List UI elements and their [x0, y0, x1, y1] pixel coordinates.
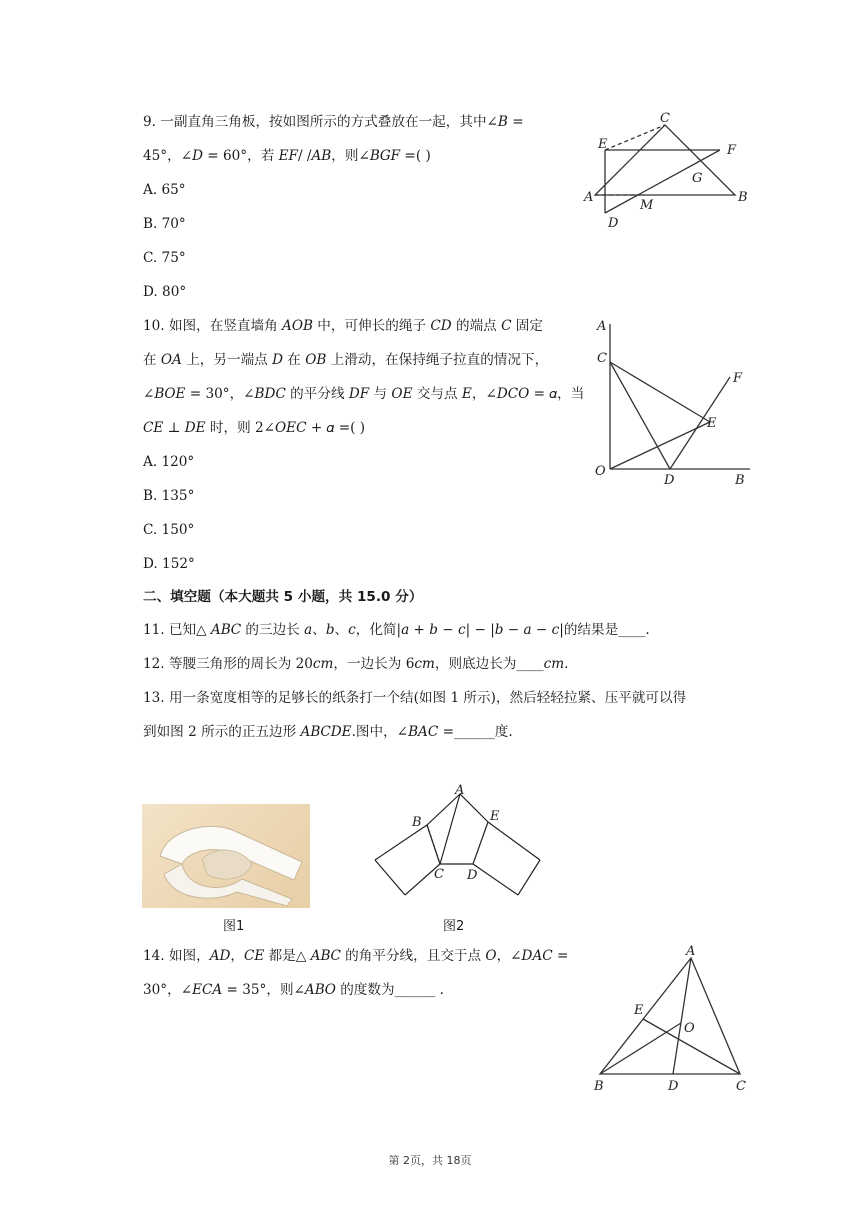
- q10-label-b: B: [735, 473, 745, 488]
- q9-label-m: M: [640, 198, 654, 213]
- q9-option-b: B. 70°: [143, 216, 186, 232]
- q10-line4: 𝐶𝐸 ⊥ 𝐷𝐸 时，则 2∠𝑂𝐸𝐶 + 𝛼 =( ): [143, 420, 366, 436]
- q13-label-c: C: [434, 867, 444, 882]
- q13-label-a: A: [455, 783, 465, 798]
- q10-line1: 10. 如图，在竖直墙角 𝐴𝑂𝐵 中，可伸长的绳子 𝐶𝐷 的端点 𝐶 固定: [143, 318, 543, 334]
- q10-line3: ∠𝐵𝑂𝐸 = 30°，∠𝐵𝐷𝐶 的平分线 𝐷𝐹 与 𝑂𝐸 交与点 𝐸，∠𝐷𝐶𝑂 = 𝛼，当: [143, 386, 585, 402]
- q14-label-c: C: [736, 1079, 746, 1094]
- q13-line1: 13. 用一条宽度相等的足够长的纸条打一个结(如图 1 所示)，然后轻轻拉紧、压平就可以得: [143, 690, 687, 706]
- page-footer: 第 2页，共 18页: [388, 1154, 472, 1167]
- q9-label-b: B: [738, 190, 748, 205]
- q10-option-a: A. 120°: [143, 454, 195, 470]
- q10-label-e: E: [707, 416, 717, 431]
- q9-label-c: C: [660, 111, 670, 126]
- q9-label-a: A: [584, 190, 594, 205]
- q9-option-d: D. 80°: [143, 284, 187, 300]
- q9-option-c: C. 75°: [143, 250, 186, 266]
- q14-figure: [588, 940, 760, 1100]
- q14-label-d: D: [668, 1079, 679, 1094]
- q9-label-f: F: [727, 143, 737, 158]
- q9-line2: 45°，∠𝐷 = 60°，若 𝐸𝐹/ /𝐴𝐵，则∠𝐵𝐺𝐹 =( ): [143, 148, 431, 164]
- q13-label-b: B: [412, 815, 422, 830]
- q9-label-d: D: [608, 216, 619, 231]
- q14-label-b: B: [594, 1079, 604, 1094]
- q13-label-e: E: [490, 809, 500, 824]
- q9-label-g: G: [692, 171, 703, 186]
- q13-pentagon-figure: [370, 782, 550, 902]
- q9-label-e: E: [598, 137, 608, 152]
- figure2-caption: 图2: [443, 919, 465, 934]
- q10-option-d: D. 152°: [143, 556, 195, 572]
- q14-line1: 14. 如图，𝐴𝐷，𝐶𝐸 都是△ 𝐴𝐵𝐶 的角平分线，且交于点 𝑂，∠𝐷𝐴𝐶 =: [143, 948, 569, 964]
- q9-option-a: A. 65°: [143, 182, 186, 198]
- q10-label-a: A: [597, 319, 607, 334]
- q10-label-d: D: [664, 473, 675, 488]
- q14-label-e: E: [634, 1003, 644, 1018]
- q14-label-o: O: [684, 1021, 695, 1036]
- q10-label-o: O: [595, 464, 606, 479]
- q11-text: 11. 已知△ 𝐴𝐵𝐶 的三边长 𝑎、𝑏、𝑐，化简|𝑎 + 𝑏 − 𝑐| − |𝑏 − 𝑎 − 𝑐|的结果是____.: [143, 622, 650, 638]
- q10-figure: [585, 312, 760, 492]
- q10-option-c: C. 150°: [143, 522, 195, 538]
- q14-label-a: A: [686, 944, 696, 959]
- q13-line2: 到如图 2 所示的正五边形 𝐴𝐵𝐶𝐷𝐸.图中，∠𝐵𝐴𝐶 =______度.: [143, 724, 513, 740]
- q10-label-c: C: [597, 351, 607, 366]
- knot-photo: [142, 804, 310, 908]
- q10-label-f: F: [733, 371, 743, 386]
- q9-line1: 9. 一副直角三角板，按如图所示的方式叠放在一起，其中∠𝐵 =: [143, 114, 524, 130]
- section-heading: 二、填空题（本大题共 5 小题，共 15.0 分）: [143, 589, 423, 605]
- q12-text: 12. 等腰三角形的周长为 20𝑐𝑚，一边长为 6𝑐𝑚，则底边长为____𝑐𝑚.: [143, 656, 569, 672]
- q10-line2: 在 𝑂𝐴 上，另一端点 𝐷 在 𝑂𝐵 上滑动，在保持绳子拉直的情况下，: [143, 352, 549, 368]
- q14-line2: 30°，∠𝐸𝐶𝐴 = 35°，则∠𝐴𝐵𝑂 的度数为______ .: [143, 982, 444, 998]
- q9-figure: [580, 105, 760, 235]
- q13-label-d: D: [467, 868, 478, 883]
- q10-option-b: B. 135°: [143, 488, 195, 504]
- figure1-caption: 图1: [223, 919, 245, 934]
